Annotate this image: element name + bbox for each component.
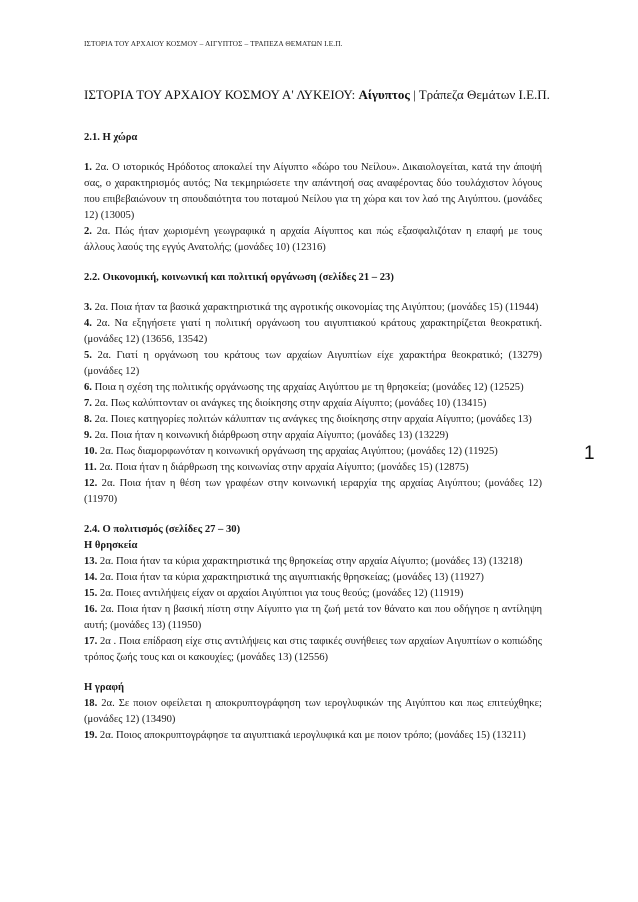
question-text: 2α. Ποια ήταν τα βασικά χαρακτηριστικά της αγροτικής οικονομίας της Αιγύπτου; (μονάδες 15) (11944) xyxy=(94,302,539,313)
question-number: 14. xyxy=(84,572,98,583)
question-number: 19. xyxy=(84,730,98,741)
question-text: 2α. Να εξηγήσετε γιατί η πολιτική οργάνωση του αιγυπτιακού κράτους χαρακτηρίζεται θεοκρατική. (μονάδες 12) (13656, 13542) xyxy=(84,318,542,345)
section-2-4 xyxy=(84,522,542,666)
question-text: 2α. Σε ποιον οφείλεται η αποκρυπτογράφηση των ιερογλυφικών της Αιγύπτου και πως επιτεύχθηκε; (μονάδες 12) (13490) xyxy=(84,698,542,725)
question-number: 8. xyxy=(84,414,92,425)
question-item xyxy=(84,554,542,570)
question-number: 12. xyxy=(84,478,98,489)
question-text: 2α. Ποιος αποκρυπτογράφησε τα αιγυπτιακά ιερογλυφικά και με ποιον τρόπο; (μονάδες 15) (13211) xyxy=(99,730,526,741)
question-number: 7. xyxy=(84,398,92,409)
question-text: 2α. Ποια ήταν η θέση των γραφέων στην κοινωνική ιεραρχία της αρχαίας Αιγύπτου; (μονάδες 12) (11970) xyxy=(84,478,542,505)
question-text: 2α. Γιατί η οργάνωση του κράτους των αρχαίων Αιγυπτίων είχε χαρακτήρα θεοκρατικό; (13279) (μονάδες 12) xyxy=(84,350,542,377)
question-item xyxy=(84,476,542,508)
question-text: 2α. Ποια ήταν τα κύρια χαρακτηριστικά της θρησκείας στην αρχαία Αίγυπτο; (μονάδες 13) (13218) xyxy=(99,556,523,567)
question-number: 16. xyxy=(84,604,98,615)
section-2-2 xyxy=(84,270,542,508)
document-title xyxy=(84,87,554,103)
question-item xyxy=(84,316,542,348)
running-header: ΙΣΤΟΡΙΑ ΤΟΥ ΑΡΧΑΙΟΥ ΚΟΣΜΟΥ – ΑΙΓΥΠΤΟΣ – ΤΡΑΠΕΖΑ ΘΕΜΑΤΩΝ Ι.Ε.Π. xyxy=(84,39,343,48)
question-item xyxy=(84,412,542,428)
question-number: 9. xyxy=(84,430,92,441)
question-item xyxy=(84,380,542,396)
question-number: 2. xyxy=(84,226,92,237)
question-text: 2α. Πως καλύπτονταν οι ανάγκες της διοίκησης στην αρχαία Αίγυπτο; (μονάδες 10) (13415) xyxy=(94,398,487,409)
question-text: 2α. Ποιες κατηγορίες πολιτών κάλυπταν τις ανάγκες της διοίκησης στην αρχαία Αίγυπτο; (μονάδες 13) xyxy=(94,414,532,425)
question-item xyxy=(84,728,542,744)
document-title-rest: | Τράπεζα Θεμάτων Ι.Ε.Π. xyxy=(409,87,550,102)
question-item xyxy=(84,602,542,634)
question-list xyxy=(84,130,542,758)
section-title: 2.1. Η χώρα xyxy=(84,132,138,143)
subsection-title: Η θρησκεία xyxy=(84,540,138,551)
question-item xyxy=(84,634,542,666)
question-item xyxy=(84,444,542,460)
question-item xyxy=(84,428,542,444)
question-text: 2α. Ο ιστορικός Ηρόδοτος αποκαλεί την Αίγυπτο «δώρο του Νείλου». Δικαιολογείται, κατά την άποψή σας, ο χαρακτηρισμός αυτός; Να τεκμηριώσετε την απάντησή σας αναφέροντας δύο τουλάχιστον λόγους που επιβεβαιώνουν τη σπουδαιότητα του ποταμού Νείλου για τη χώρα και τον λαό της Αιγύπτου. (μονάδες 12) (13005) xyxy=(84,162,542,221)
question-number: 17. xyxy=(84,636,98,647)
question-item xyxy=(84,160,542,224)
section-title: 2.2. Οικονομική, κοινωνική και πολιτική οργάνωση (σελίδες 21 – 23) xyxy=(84,272,394,283)
question-text: 2α. Πως διαμορφωνόταν η κοινωνική οργάνωση της αρχαίας Αιγύπτου; (μονάδες 12) (11925) xyxy=(99,446,498,457)
question-number: 4. xyxy=(84,318,92,329)
question-item xyxy=(84,396,542,412)
document-title-main: ΙΣΤΟΡΙΑ ΤΟΥ ΑΡΧΑΙΟΥ ΚΟΣΜΟΥ Α' ΛΥΚΕΙΟΥ: xyxy=(84,87,356,102)
question-number: 1. xyxy=(84,162,92,173)
question-number: 13. xyxy=(84,556,98,567)
question-text: 2α. Ποια ήταν τα κύρια χαρακτηριστικά της αιγυπτιακής θρησκείας; (μονάδες 13) (11927) xyxy=(99,572,484,583)
question-number: 3. xyxy=(84,302,92,313)
question-number: 15. xyxy=(84,588,98,599)
question-item xyxy=(84,696,542,728)
question-item xyxy=(84,460,542,476)
question-text: 2α. Ποια ήταν η βασική πίστη στην Αίγυπτο για τη ζωή μετά τον θάνατο και που οδήγησε η αντίληψη αυτή; (μονάδες 13) (11950) xyxy=(84,604,542,631)
question-text: 2α. Ποια ήταν η κοινωνική διάρθρωση στην αρχαία Αίγυπτο; (μονάδες 13) (13229) xyxy=(94,430,449,441)
question-number: 10. xyxy=(84,446,98,457)
question-text: Ποια η σχέση της πολιτικής οργάνωσης της αρχαίας Αιγύπτου με τη θρησκεία; (μονάδες 12) (12525) xyxy=(94,382,524,393)
page-number: 1 xyxy=(584,443,595,464)
subsection-writing xyxy=(84,680,542,744)
question-text: 2α. Ποια ήταν η διάρθρωση της κοινωνίας στην αρχαία Αίγυπτο; (μονάδες 15) (12875) xyxy=(99,462,469,473)
document-title-topic: Αίγυπτος xyxy=(358,87,410,102)
question-item xyxy=(84,300,542,316)
question-number: 18. xyxy=(84,698,98,709)
question-item xyxy=(84,570,542,586)
section-2-1 xyxy=(84,130,542,256)
question-text: 2α. Ποιες αντιλήψεις είχαν οι αρχαίοι Αιγύπτιοι για τους θεούς; (μονάδες 12) (11919) xyxy=(99,588,464,599)
question-number: 6. xyxy=(84,382,92,393)
question-item xyxy=(84,586,542,602)
question-item xyxy=(84,224,542,256)
subsection-title: Η γραφή xyxy=(84,682,125,693)
question-number: 11. xyxy=(84,462,97,473)
section-title: 2.4. Ο πολιτισμός (σελίδες 27 – 30) xyxy=(84,524,241,535)
question-item xyxy=(84,348,542,380)
question-text: 2α . Ποια επίδραση είχε στις αντιλήψεις και στις ταφικές συνήθειες των αρχαίων Αιγυπτίων ο κοπιώδης τρόπος ζωής τους και οι κακουχίες; (μονάδες 13) (12556) xyxy=(84,636,542,663)
question-number: 5. xyxy=(84,350,92,361)
question-text: 2α. Πώς ήταν χωρισμένη γεωγραφικά η αρχαία Αίγυπτος και πώς εξασφαλιζόταν η επαφή με τους άλλους λαούς της εγγύς Ανατολής; (μονάδες 10) (12316) xyxy=(84,226,542,253)
